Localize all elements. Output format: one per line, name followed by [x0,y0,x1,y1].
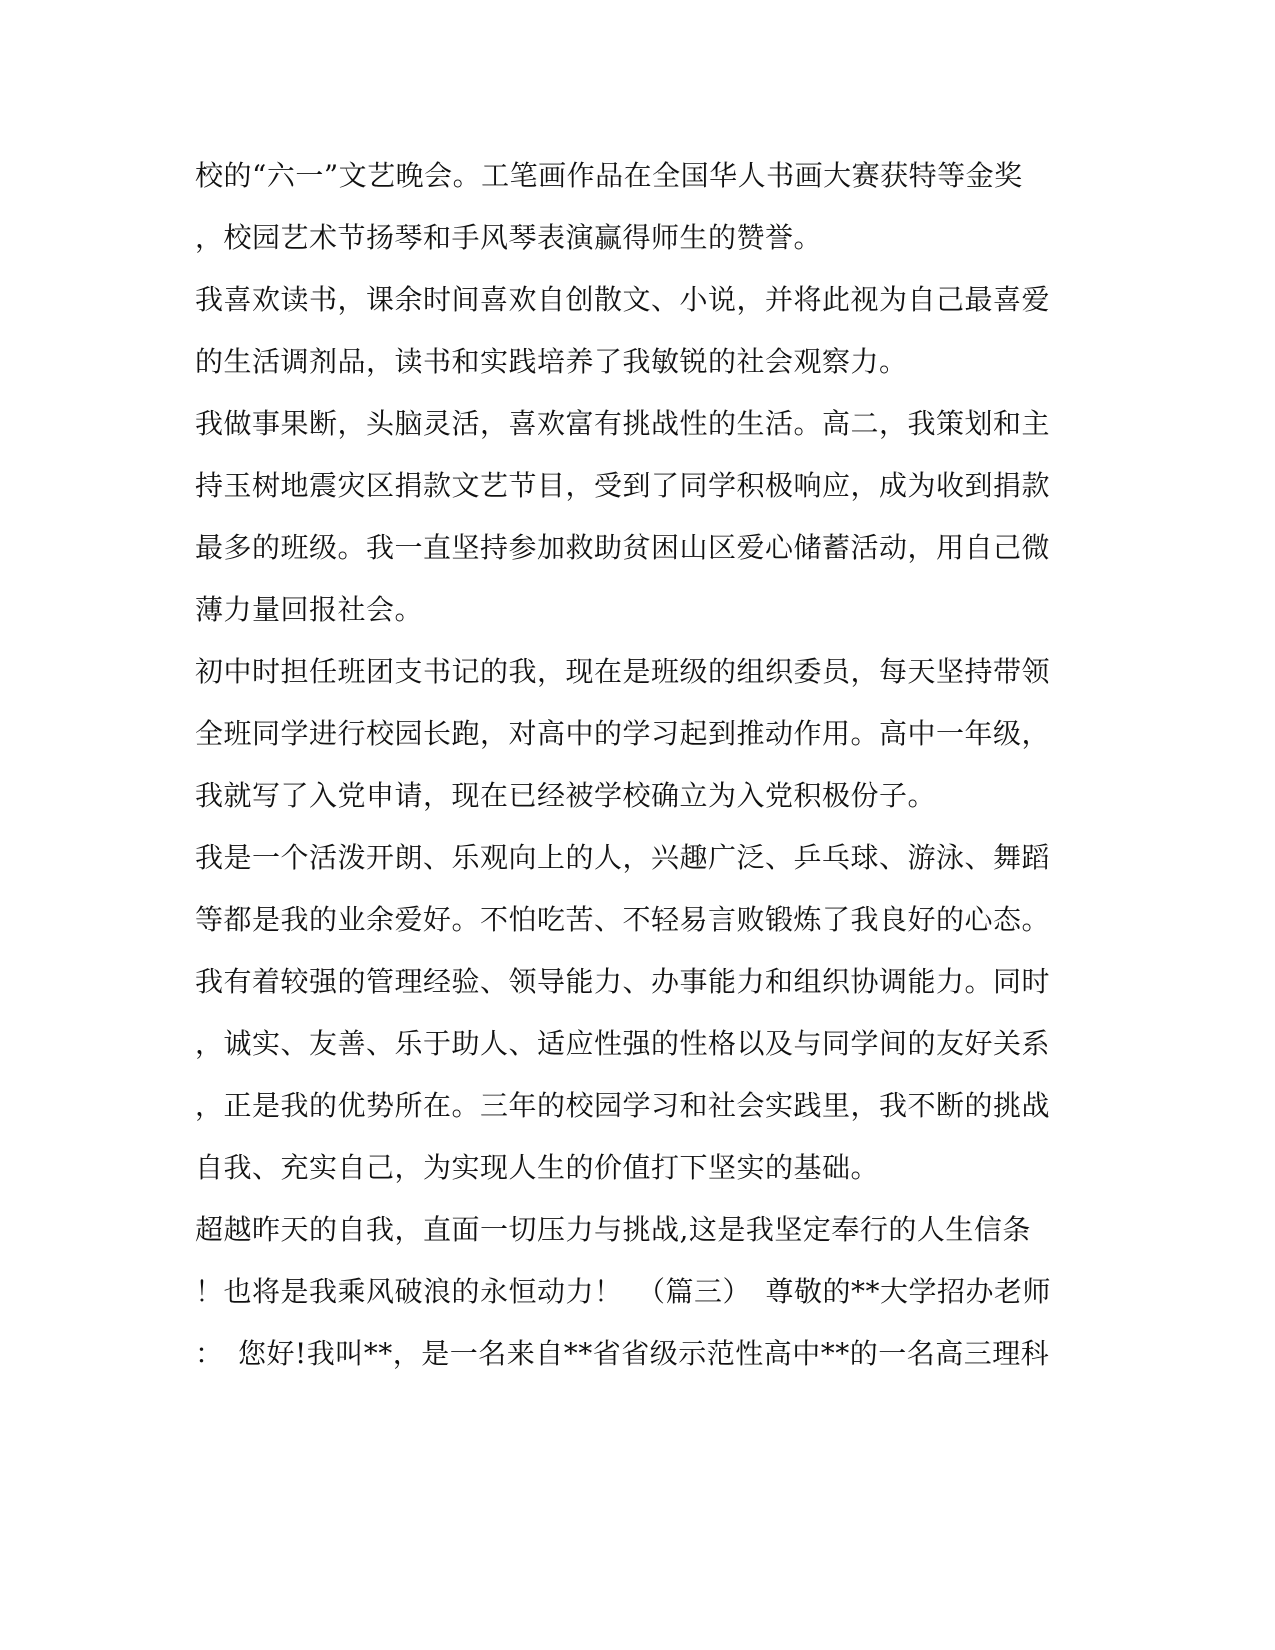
text-line: ，校园艺术节扬琴和手风琴表演赢得师生的赞誉。 [195,221,823,254]
text-line: 我是一个活泼开朗、乐观向上的人，兴趣广泛、乒乓球、游泳、舞蹈 [195,841,1051,874]
text-line: 我做事果断，头脑灵活，喜欢富有挑战性的生活。高二，我策划和主 [195,407,1051,440]
text-line: 持玉树地震灾区捐款文艺节目，受到了同学积极响应，成为收到捐款 [195,469,1051,502]
text-line: 最多的班级。我一直坚持参加救助贫困山区爱心储蓄活动，用自己微 [195,531,1051,564]
text-line: 我就写了入党申请，现在已经被学校确立为入党积极份子。 [195,779,937,812]
text-line: 等都是我的业余爱好。不怕吃苦、不轻易言败锻炼了我良好的心态。 [195,903,1051,936]
text-line: 我有着较强的管理经验、领导能力、办事能力和组织协调能力。同时 [195,965,1051,998]
text-line: 薄力量回报社会。 [195,593,424,626]
text-line: ！也将是我乘风破浪的永恒动力！ （篇三） 尊敬的**大学招办老师 [195,1275,1052,1308]
text-line: 自我、充实自己，为实现人生的价值打下坚实的基础。 [195,1151,880,1184]
text-line: ，正是我的优势所在。三年的校园学习和社会实践里，我不断的挑战 [195,1089,1051,1122]
text-line: 的生活调剂品，读书和实践培养了我敏锐的社会观察力。 [195,345,908,378]
text-line: 超越昨天的自我，直面一切压力与挑战,这是我坚定奉行的人生信条 [195,1213,1031,1246]
text-line: ，诚实、友善、乐于助人、适应性强的性格以及与同学间的友好关系 [195,1027,1051,1060]
text-line: 初中时担任班团支书记的我，现在是班级的组织委员，每天坚持带领 [195,655,1051,688]
text-line: 校的“六一”文艺晚会。工笔画作品在全国华人书画大赛获特等金奖 [195,159,1023,192]
text-line: 全班同学进行校园长跑，对高中的学习起到推动作用。高中一年级， [195,717,1051,750]
text-line: 我喜欢读书，课余时间喜欢自创散文、小说，并将此视为自己最喜爱 [195,283,1051,316]
text-line: ： 您好!我叫**，是一名来自**省省级示范性高中**的一名高三理科 [195,1337,1050,1370]
